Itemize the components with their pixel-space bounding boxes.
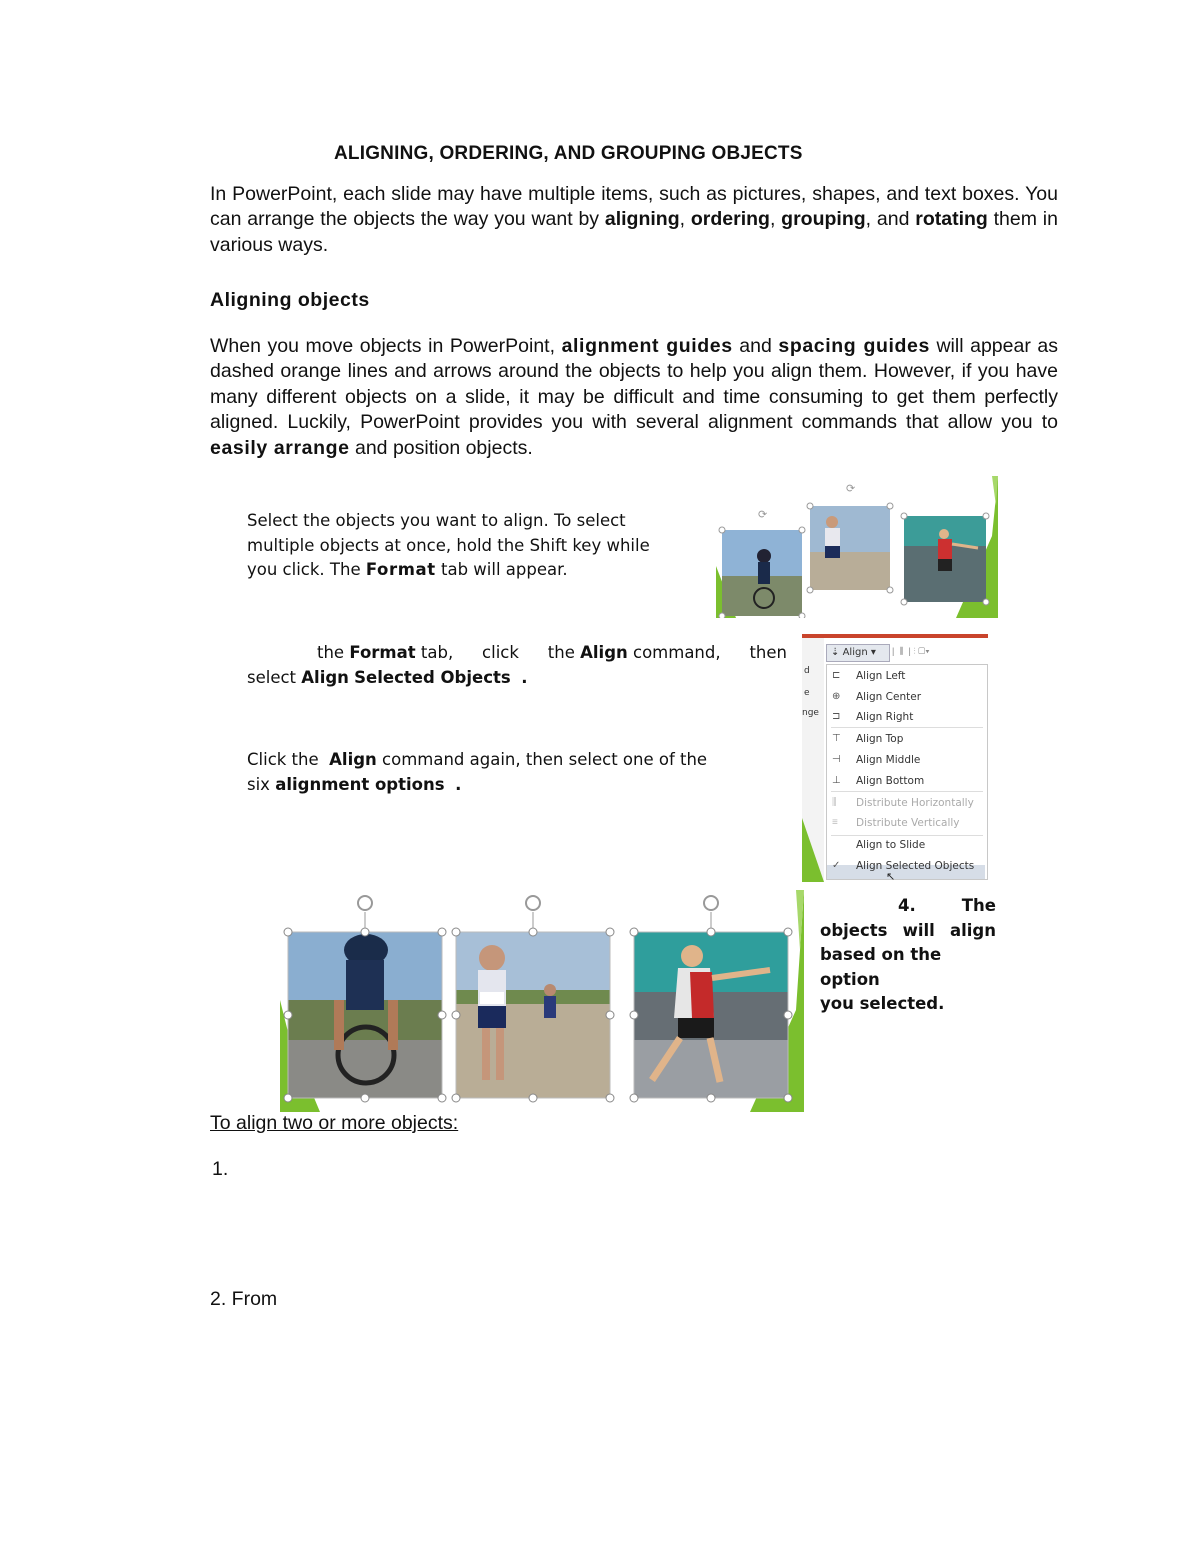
menu-item-align-top[interactable]: Align Top [856, 733, 904, 745]
menu-divider-3 [831, 835, 983, 836]
intro-paragraph: In PowerPoint, each slide may have multiple items, such as pictures, shapes, and text boxes. You can arrange the objects the way you want by aligning, ordering, grouping, and rotating them in various ways. [210, 183, 1058, 256]
menu-divider-2 [831, 791, 983, 792]
align-middle-icon: ⊣ [832, 754, 841, 765]
menu-item-align-left[interactable]: Align Left [856, 670, 906, 682]
menu-item-align-to-slide[interactable]: Align to Slide [856, 839, 926, 851]
menu-item-align-right[interactable]: Align Right [856, 711, 914, 723]
checkmark-icon: ✓ [832, 860, 841, 871]
procedure-heading: To align two or more objects: [210, 1112, 459, 1134]
step-1-slide-image [716, 476, 998, 618]
step-4-text: 4. The objects will align based on the option you selected. [820, 896, 996, 1013]
step-1-text: Select the objects you want to align. To select multiple objects at once, hold the Shift key while you click. The Format tab will appear. [247, 511, 650, 579]
menu-item-distribute-horizontally[interactable]: Distribute Horizontally [856, 797, 974, 809]
menu-item-align-selected-objects[interactable]: Align Selected Objects [856, 860, 975, 872]
align-bottom-icon: ⊥ [832, 775, 841, 786]
svg-text:⟳: ⟳ [758, 509, 768, 521]
step-4-slide-image [280, 890, 804, 1112]
side-label-2: e [804, 688, 810, 698]
svg-text:⟳: ⟳ [846, 483, 856, 495]
page-title: ALIGNING, ORDERING, AND GROUPING OBJECTS [334, 143, 803, 164]
align-dropdown-screenshot [802, 634, 988, 882]
menu-divider-1 [831, 727, 983, 728]
align-icon: ⇣ [831, 647, 840, 658]
side-label-3: nge [802, 708, 819, 718]
mouse-cursor-icon: ↖ [886, 871, 896, 883]
list-item-2: 2. From [210, 1288, 278, 1310]
step-2-text: the Format tab, click the Align command, then select Align Selected Objects . [247, 643, 787, 687]
align-right-icon: ⊐ [832, 711, 841, 722]
menu-item-align-center[interactable]: Align Center [856, 691, 922, 703]
list-item-1: 1. [212, 1158, 229, 1180]
step-3-text: Click the Align command again, then select one of the six alignment options . [247, 750, 708, 794]
distribute-vertical-icon: ≡ [832, 817, 838, 828]
ribbon-extra-icons: | ⫼ | ⫶ ▢▾ [892, 646, 930, 656]
side-label-1: d [804, 666, 810, 676]
section-paragraph: When you move objects in PowerPoint, alignment guides and spacing guides will appear as dashed orange lines and arrows around the objects to help you align them. However, if you have many different objects on a slide, it may be difficult and time consuming to get them perfectly aligned. Luckily, PowerPoint provides you with several alignment commands that allow you to easily arrange and position objects. [210, 335, 1058, 459]
menu-item-distribute-vertically[interactable]: Distribute Vertically [856, 817, 960, 829]
distribute-horizontal-icon: ⫼ [832, 797, 837, 808]
align-top-icon: ⊤ [832, 733, 841, 744]
menu-item-align-middle[interactable]: Align Middle [856, 754, 921, 766]
align-left-icon: ⊏ [832, 670, 841, 681]
menu-item-align-bottom[interactable]: Align Bottom [856, 775, 925, 787]
chevron-down-icon: ▾ [870, 647, 876, 658]
align-button[interactable]: ⇣ Align ▾ [826, 644, 890, 662]
align-center-icon: ⊕ [832, 691, 841, 702]
section-heading: Aligning objects [210, 289, 370, 311]
